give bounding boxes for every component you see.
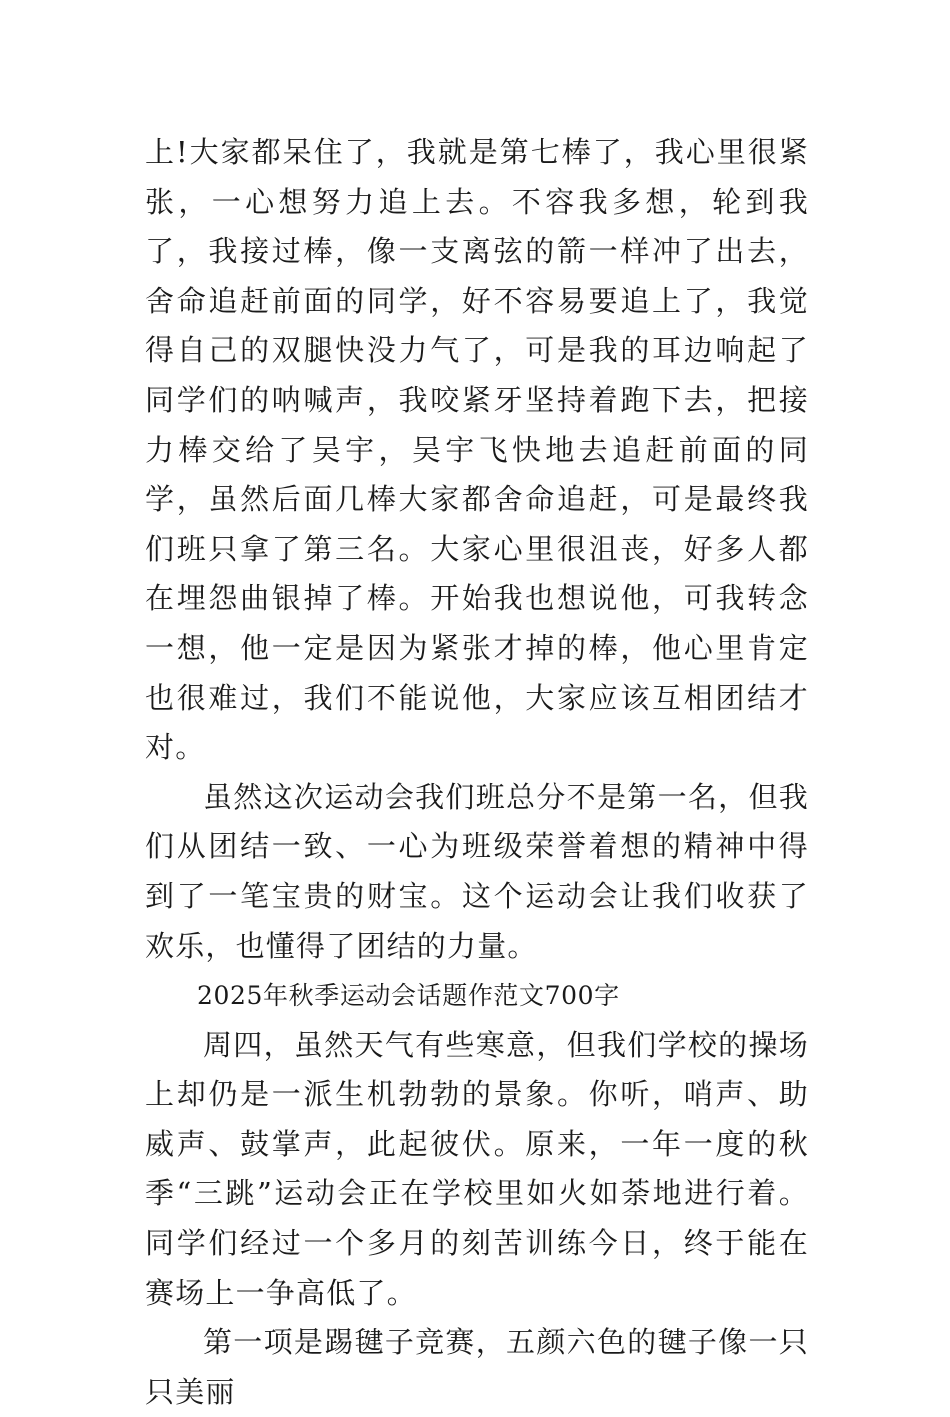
paragraph-4: 第一项是踢毽子竞赛，五颜六色的毽子像一只只美丽 xyxy=(145,1325,809,1409)
document-body xyxy=(145,128,809,1417)
section-heading: 2025年秋季运动会话题作范文700字 xyxy=(197,981,620,1011)
paragraph-2: 虽然这次运动会我们班总分不是第一名，但我们从团结一致、一心为班级荣誉着想的精神中得到了一笔宝贵的财宝。这个运动会让我们收获了欢乐，也懂得了团结的力量。 xyxy=(145,779,809,963)
paragraph-1: 上!大家都呆住了，我就是第七棒了，我心里很紧张，一心想努力追上去。不容我多想，轮到我了，我接过棒，像一支离弦的箭一样冲了出去，舍命追赶前面的同学，好不容易要追上了，我觉得自己的双腿快没力气了，可是我的耳边响起了同学们的呐喊声，我咬紧牙坚持着跑下去，把接力棒交给了吴宇，吴宇飞快地去追赶前面的同学，虽然后面几棒大家都舍命追赶，可是最终我们班只拿了第三名。大家心里很沮丧，好多人都在埋怨曲银掉了棒。开始我也想说他，可我转念一想，他一定是因为紧张才掉的棒，他心里肯定也很难过，我们不能说他，大家应该互相团结才对。 xyxy=(145,135,809,765)
paragraph-3: 周四，虽然天气有些寒意，但我们学校的操场上却仍是一派生机勃勃的景象。你听，哨声、助威声、鼓掌声，此起彼伏。原来，一年一度的秋季“三跳”运动会正在学校里如火如荼地进行着。同学们经过一个多月的刻苦训练今日，终于能在赛场上一争高低了。 xyxy=(145,1027,809,1310)
